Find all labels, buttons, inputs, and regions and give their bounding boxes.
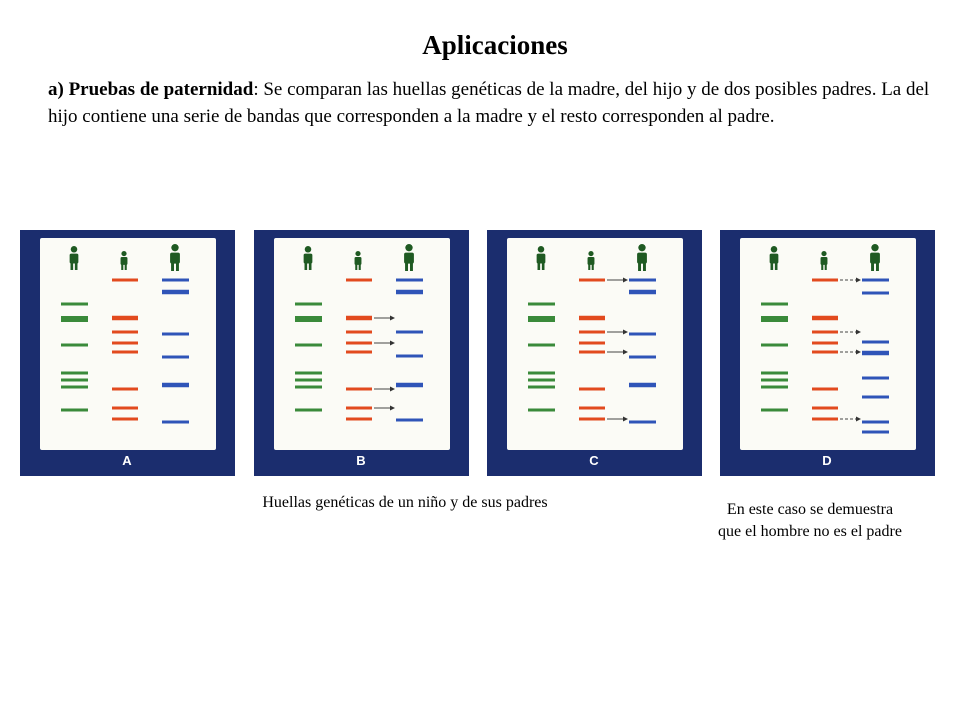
- mother-band: [61, 344, 88, 347]
- mother-band: [528, 386, 555, 389]
- child-band: [112, 316, 138, 321]
- child-band: [346, 316, 372, 321]
- child-band: [112, 407, 138, 410]
- father-band: [629, 421, 656, 424]
- father-band: [862, 341, 889, 344]
- panel-label: A: [122, 453, 132, 468]
- child-band: [112, 342, 138, 345]
- father-band: [862, 292, 889, 295]
- mother-band: [61, 409, 88, 412]
- child-band: [112, 418, 138, 421]
- child-band: [346, 407, 372, 410]
- father-band: [396, 383, 423, 388]
- figure-caption: Huellas genéticas de un niño y de sus padres: [262, 494, 548, 511]
- child-band: [812, 279, 838, 282]
- mother-band: [528, 379, 555, 382]
- mother-band: [295, 409, 322, 412]
- father-band: [862, 377, 889, 380]
- mother-band: [761, 386, 788, 389]
- mother-band: [61, 379, 88, 382]
- father-band: [396, 355, 423, 358]
- mother-band: [61, 372, 88, 375]
- father-band: [862, 431, 889, 434]
- conclusion-line-1: En este caso se demuestra: [726, 501, 894, 518]
- child-band: [579, 351, 605, 354]
- child-band: [579, 342, 605, 345]
- father-band: [629, 290, 656, 295]
- father-band: [862, 421, 889, 424]
- child-band: [112, 351, 138, 354]
- mother-band: [761, 409, 788, 412]
- child-band: [812, 342, 838, 345]
- child-band: [579, 407, 605, 410]
- father-band: [396, 290, 423, 295]
- child-band: [579, 316, 605, 321]
- child-band: [112, 279, 138, 282]
- mother-band: [295, 372, 322, 375]
- gel-panel-c: [487, 230, 702, 476]
- father-band: [162, 279, 189, 282]
- child-band: [346, 388, 372, 391]
- child-band: [112, 388, 138, 391]
- mother-band: [528, 316, 555, 322]
- intro-paragraph: [48, 76, 948, 130]
- child-band: [346, 351, 372, 354]
- mother-band: [295, 316, 322, 322]
- mother-band: [761, 303, 788, 306]
- mother-band: [61, 303, 88, 306]
- mother-band: [61, 386, 88, 389]
- intro-text: : Se comparan las huellas genéticas de la madre, del hijo y de dos posibles padres. La del hijo contiene una serie de bandas que corresponden a la madre y el resto corresponden al padre.: [48, 79, 930, 127]
- father-band: [862, 351, 889, 356]
- father-band: [396, 279, 423, 282]
- father-band: [862, 396, 889, 399]
- father-band: [162, 356, 189, 359]
- conclusion-caption: [680, 499, 940, 543]
- child-band: [579, 279, 605, 282]
- mother-band: [295, 379, 322, 382]
- child-band: [112, 331, 138, 334]
- father-band: [162, 383, 189, 388]
- child-band: [812, 418, 838, 421]
- mother-band: [295, 386, 322, 389]
- child-band: [579, 388, 605, 391]
- child-band: [346, 331, 372, 334]
- mother-band: [295, 344, 322, 347]
- intro-label: a) Pruebas de paternidad: [48, 79, 254, 100]
- father-band: [162, 333, 189, 336]
- child-band: [579, 418, 605, 421]
- mother-band: [528, 344, 555, 347]
- panel-label: B: [356, 453, 366, 468]
- slide-title: Aplicaciones: [422, 30, 568, 60]
- mother-band: [528, 372, 555, 375]
- mother-band: [528, 409, 555, 412]
- mother-band: [761, 316, 788, 322]
- gel-panel-d: [720, 230, 935, 476]
- child-band: [812, 407, 838, 410]
- child-band: [812, 351, 838, 354]
- gel-panel-b: [254, 230, 469, 476]
- father-band: [862, 279, 889, 282]
- father-band: [629, 279, 656, 282]
- panel-label: C: [589, 453, 599, 468]
- father-band: [629, 333, 656, 336]
- gel-panel-a: [20, 230, 235, 476]
- child-band: [346, 418, 372, 421]
- child-band: [812, 388, 838, 391]
- mother-band: [761, 344, 788, 347]
- mother-band: [528, 303, 555, 306]
- child-band: [812, 331, 838, 334]
- child-band: [346, 342, 372, 345]
- conclusion-line-2: que el hombre no es el padre: [718, 523, 902, 540]
- father-band: [629, 383, 656, 388]
- mother-band: [295, 303, 322, 306]
- mother-band: [761, 379, 788, 382]
- mother-band: [61, 316, 88, 322]
- panel-label: D: [822, 453, 832, 468]
- father-band: [396, 419, 423, 422]
- child-band: [579, 331, 605, 334]
- father-band: [396, 331, 423, 334]
- father-band: [629, 356, 656, 359]
- father-band: [162, 421, 189, 424]
- mother-band: [761, 372, 788, 375]
- child-band: [812, 316, 838, 321]
- father-band: [162, 290, 189, 295]
- child-band: [346, 279, 372, 282]
